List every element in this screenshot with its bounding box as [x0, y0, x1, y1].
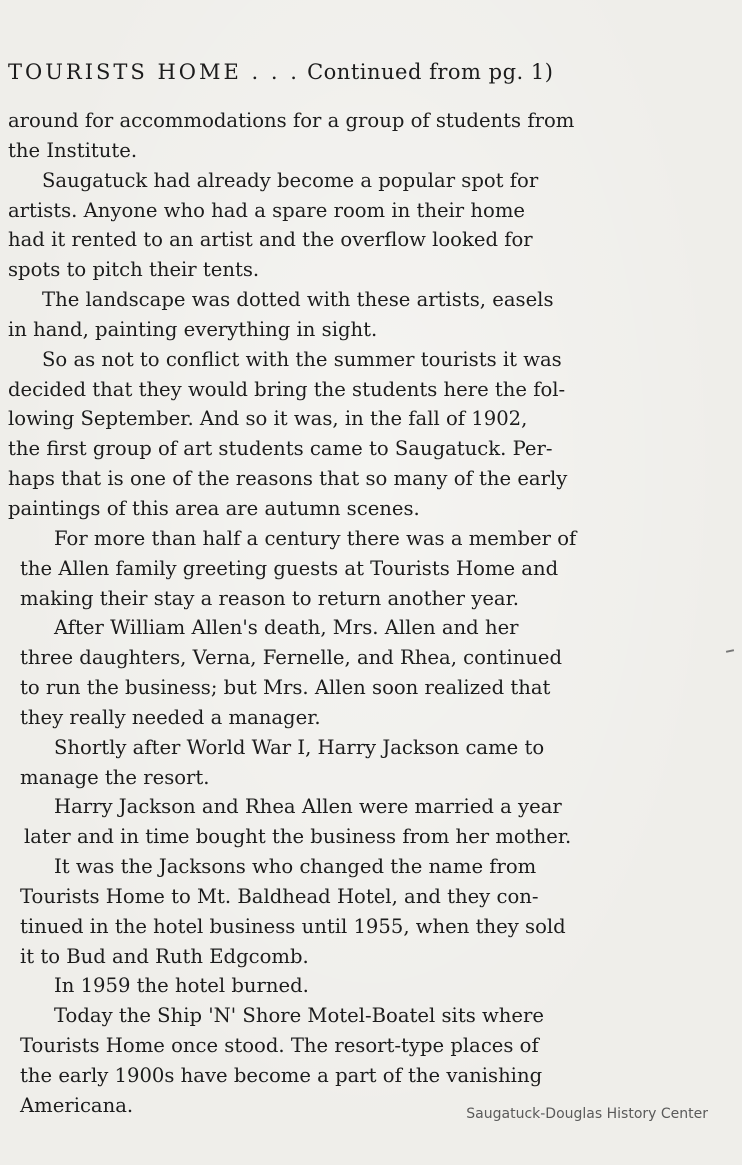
text-line: later and in time bought the business from her mother.	[24, 825, 572, 849]
text-line: haps that is one of the reasons that so many of the early	[8, 467, 568, 491]
text-line: Americana.	[20, 1093, 134, 1117]
text-line: After William Allen's death, Mrs. Allen and her	[54, 616, 519, 640]
text-line: artists. Anyone who had a spare room in their home	[8, 198, 525, 222]
text-line: Tourists Home once stood. The resort-type places of	[20, 1034, 539, 1058]
text-line: three daughters, Verna, Fernelle, and Rhea, continued	[20, 646, 563, 670]
text-line: tinued in the hotel business until 1955, when they sold	[20, 914, 566, 938]
text-line: the first group of art students came to Saugatuck. Per-	[8, 437, 553, 461]
text-line: Saugatuck had already become a popular spot for	[42, 168, 539, 192]
text-line: spots to pitch their tents.	[8, 258, 260, 282]
text-line: had it rented to an artist and the overflow looked for	[8, 228, 533, 252]
text-line: the Institute.	[8, 138, 138, 162]
text-line: in hand, painting everything in sight.	[8, 317, 378, 341]
text-line: they really needed a manager.	[20, 705, 321, 729]
text-line: it to Bud and Ruth Edgcomb.	[20, 944, 309, 968]
text-line: decided that they would bring the students here the fol-	[8, 377, 566, 401]
text-line: So as not to conflict with the summer tourists it was	[42, 347, 562, 371]
text-line: Harry Jackson and Rhea Allen were married a year	[54, 795, 562, 819]
text-line: For more than half a century there was a member of	[54, 526, 577, 550]
text-line: Today the Ship 'N' Shore Motel-Boatel sits where	[54, 1004, 544, 1028]
article-heading	[8, 60, 553, 84]
text-line: to run the business; but Mrs. Allen soon realized that	[20, 676, 551, 700]
text-line: paintings of this area are autumn scenes.	[8, 496, 420, 520]
text-line: the early 1900s have become a part of the vanishing	[20, 1064, 543, 1087]
article-body	[8, 106, 720, 1121]
text-line: making their stay a reason to return another year.	[20, 586, 520, 610]
archive-watermark: Saugatuck-Douglas History Center	[466, 1106, 708, 1122]
text-line: It was the Jacksons who changed the name from	[54, 855, 537, 879]
text-line: In 1959 the hotel burned.	[54, 974, 309, 998]
text-line: the Allen family greeting guests at Tourists Home and	[20, 556, 559, 580]
text-line: lowing September. And so it was, in the fall of 1902,	[8, 407, 528, 431]
text-line: Shortly after World War I, Harry Jackson came to	[54, 735, 545, 759]
text-line: around for accommodations for a group of students from	[8, 109, 575, 132]
scan-speck	[726, 649, 734, 653]
text-line: manage the resort.	[20, 765, 210, 789]
text-line: Tourists Home to Mt. Baldhead Hotel, and they con-	[20, 884, 539, 908]
heading-title: TOURISTS HOME . . .	[8, 60, 300, 84]
text-line: The landscape was dotted with these artists, easels	[42, 288, 554, 312]
heading-continued: Continued from pg. 1)	[307, 60, 554, 84]
